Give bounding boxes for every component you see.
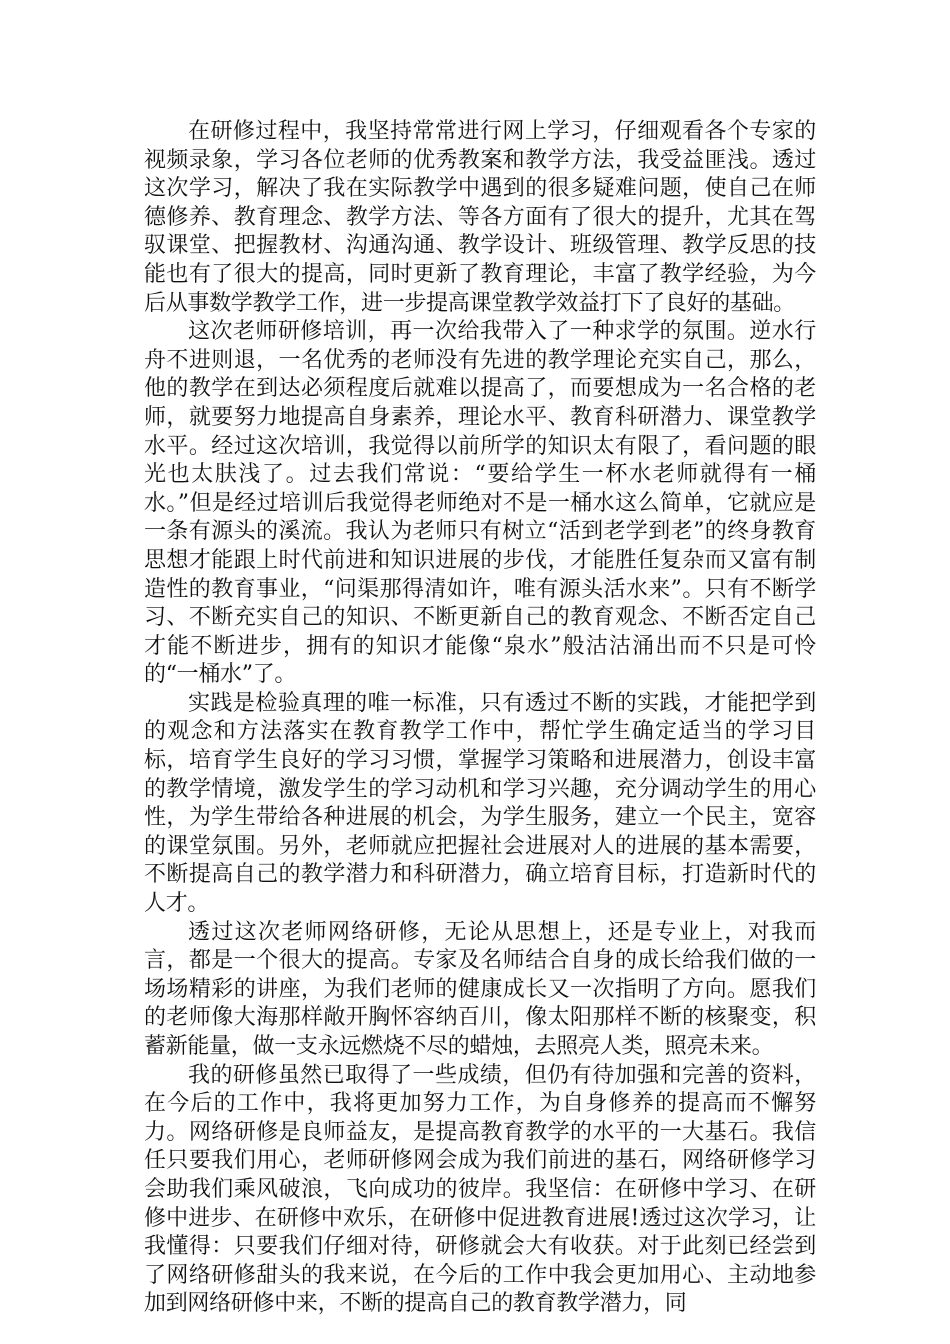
paragraph-4: 透过这次老师网络研修，无论从思想上，还是专业上，对我而言，都是一个很大的提高。专家及名师结合自身的成长给我们做的一场场精彩的讲座，为我们老师的健康成长又一次指明了方向。愿我们的老师像大海那样敞开胸怀容纳百川，像太阳那样不断的核聚变，积蓄新能量，做一支永远燃烧不尽的蜡烛，去照亮人类，照亮未来。 (144, 919, 816, 1059)
paragraph-1: 在研修过程中，我坚持常常进行网上学习，仔细观看各个专家的视频录象，学习各位老师的优秀教案和教学方法，我受益匪浅。透过这次学习，解决了我在实际教学中遇到的很多疑难问题，使自己在师德修养、教育理念、教学方法、等各方面有了很大的提升，尤其在驾驭课堂、把握教材、沟通沟通、教学设计、班级管理、教学反思的技能也有了很大的提高，同时更新了教育理论，丰富了教学经验，为今后从事数学教学工作，进一步提高课堂教学效益打下了良好的基础。 (144, 119, 816, 316)
paragraph-2: 这次老师研修培训，再一次给我带入了一种求学的氛围。逆水行舟不进则退，一名优秀的老师没有先进的教学理论充实自己，那么，他的教学在到达必须程度后就难以提高了，而要想成为一名合格的老师，就要努力地提高自身素养，理论水平、教育科研潜力、课堂教学水平。经过这次培训，我觉得以前所学的知识太有限了，看问题的眼光也太肤浅了。过去我们常说：“要给学生一杯水老师就得有一桶水。”但是经过培训后我觉得老师绝对不是一桶水这么简单，它就应是一条有源头的溪流。我认为老师只有树立“活到老学到老”的终身教育思想才能跟上时代前进和知识进展的步伐，才能胜任复杂而又富有制造性的教育事业，“问渠那得清如许，唯有源头活水来”。只有不断学习、不断充实自己的知识、不断更新自己的教育观念、不断否定自己才能不断进步，拥有的知识才能像“泉水”般沽沽涌出而不只是可怜的“一桶水”了。 (144, 319, 816, 688)
document-body (144, 118, 816, 1319)
paragraph-3: 实践是检验真理的唯一标准，只有透过不断的实践，才能把学到的观念和方法落实在教育教学工作中，帮忙学生确定适当的学习目标，培育学生良好的学习习惯，掌握学习策略和进展潜力，创设丰富的教学情境，激发学生的学习动机和学习兴趣，充分调动学生的用心性，为学生带给各种进展的机会，为学生服务，建立一个民主，宽容的课堂氛围。另外，老师就应把握社会进展对人的进展的基本需要，不断提高自己的教学潜力和科研潜力，确立培育目标，打造新时代的人才。 (144, 690, 816, 917)
paragraph-5: 我的研修虽然已取得了一些成绩，但仍有待加强和完善的资料，在今后的工作中，我将更加努力工作，为自身修养的提高而不懈努力。网络研修是良师益友，是提高教育教学的水平的一大基石。我信任只要我们用心，老师研修网会成为我们前进的基石，网络研修学习会助我们乘风破浪，飞向成功的彼岸。我坚信：在研修中学习、在研修中进步、在研修中欢乐，在研修中促进教育进展!透过这次学习，让我懂得：只要我们仔细对待，研修就会大有收获。对于此刻已经尝到了网络研修甜头的我来说，在今后的工作中我会更加用心、主动地参加到网络研修中来，不断的提高自己的教育教学潜力，同 (144, 1062, 816, 1317)
